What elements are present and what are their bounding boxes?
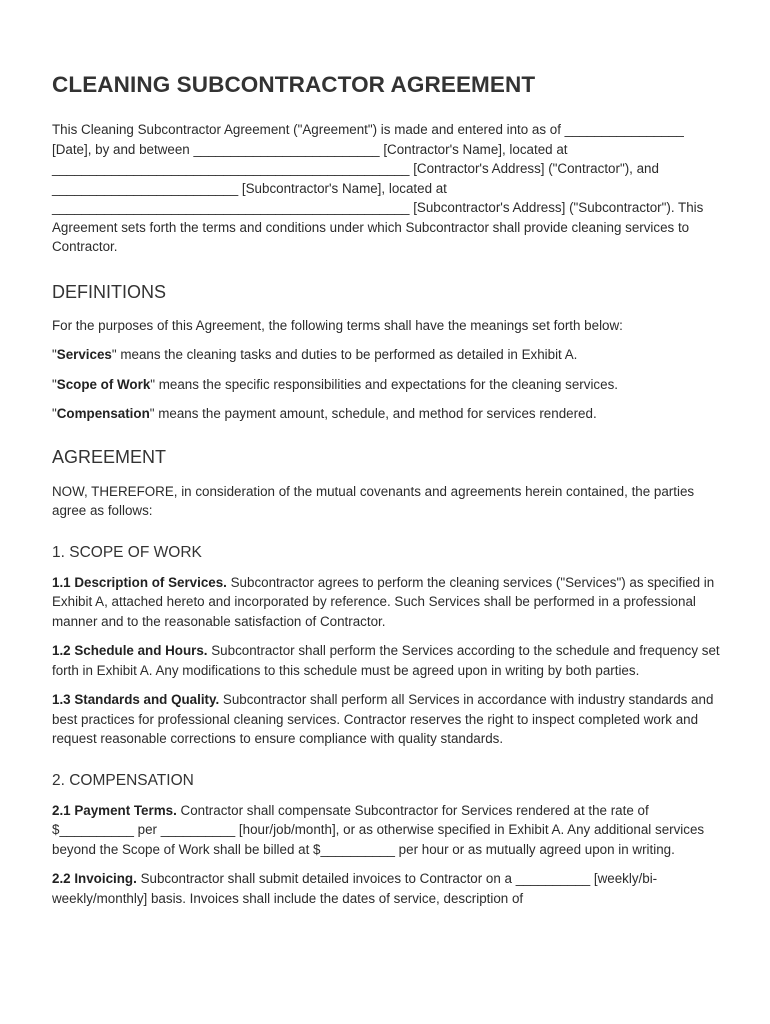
definition-term: Scope of Work <box>56 376 151 392</box>
definitions-intro: For the purposes of this Agreement, the following terms shall have the meanings set forth below: <box>52 317 623 333</box>
clause-text: Subcontractor shall submit detailed invoices to Contractor on a __________ [weekly/bi-weekly/monthly] basis. Invoices shall include the dates of service, description of <box>52 871 658 906</box>
definition-term: Compensation <box>56 406 150 421</box>
definition-compensation: "Compensation" means the payment amount, schedule, and method for services rendered. <box>52 406 597 421</box>
document-page <box>52 70 724 918</box>
definitions-heading: DEFINITIONS <box>52 281 167 302</box>
clause-2-2 <box>52 869 724 908</box>
clause-label: 2.1 Payment Terms. <box>52 802 177 818</box>
document-title: CLEANING SUBCONTRACTOR AGREEMENT <box>52 72 536 97</box>
definition-text: means the specific responsibilities and expectations for the cleaning services. <box>155 376 618 392</box>
definition-term: Services <box>56 347 112 362</box>
clause-text: Contractor shall compensate Subcontractor for Services rendered at the rate of $__________ per __________ [hour/job/month], or as otherwise specified in Exhibit A. Any additional services beyond the Scope of Work shall be billed at $__________ per hour or as mutually agreed upon in writing. <box>52 802 705 857</box>
agreement-intro: NOW, THEREFORE, in consideration of the mutual covenants and agreements herein contained, the parties agree as follows: <box>52 483 695 518</box>
section-heading-compensation: 2. COMPENSATION <box>52 771 194 789</box>
definition-scope-of-work: "Scope of Work" means the specific responsibilities and expectations for the cleaning services. <box>52 376 618 392</box>
clause-label: 1.1 Description of Services. <box>52 574 227 590</box>
definition-services: "Services" means the cleaning tasks and duties to be performed as detailed in Exhibit A. <box>52 347 578 362</box>
agreement-heading: AGREEMENT <box>52 446 167 467</box>
section-heading-scope-of-work: 1. SCOPE OF WORK <box>52 543 202 561</box>
clause-text: Subcontractor shall perform the Services according to the schedule and frequency set forth in Exhibit A. Any modifications to this schedule must be agreed upon in writing by both parties. <box>52 643 720 678</box>
clause-label: 1.3 Standards and Quality. <box>52 692 220 707</box>
definition-text: means the cleaning tasks and duties to be performed as detailed in Exhibit A. <box>116 347 578 362</box>
clause-label: 2.2 Invoicing. <box>52 871 137 886</box>
definition-text: means the payment amount, schedule, and method for services rendered. <box>154 406 597 421</box>
clause-label: 1.2 Schedule and Hours. <box>52 643 208 658</box>
intro-paragraph: This Cleaning Subcontractor Agreement ("Agreement") is made and entered into as of ________________ [Date], by and between _________________________ [Contractor's Name], located at ________________________________________________ [Contractor's Address] ("Contractor"), and _________________________ [Subcontractor's Name], located at ________________________________________________ [Subcontractor's Address] ("Subcontractor"). This Agreement sets forth the terms and conditions under which Subcontractor shall provide cleaning services to Contractor. <box>52 122 704 254</box>
clause-text: Subcontractor shall perform all Services in accordance with industry standards and best practices for professional cleaning services. Contractor reserves the right to inspect completed work and request reasonable corrections to ensure compliance with quality standards. <box>52 692 714 746</box>
clause-text: Subcontractor agrees to perform the cleaning services ("Services") as specified in Exhibit A, attached hereto and incorporated by reference. Such Services shall be performed in a professional manner and to the reasonable satisfaction of Contractor. <box>52 574 715 629</box>
clause-1-2 <box>52 641 724 680</box>
clause-1-1 <box>52 573 724 632</box>
clause-1-3 <box>52 690 724 749</box>
clause-2-1 <box>52 801 724 860</box>
